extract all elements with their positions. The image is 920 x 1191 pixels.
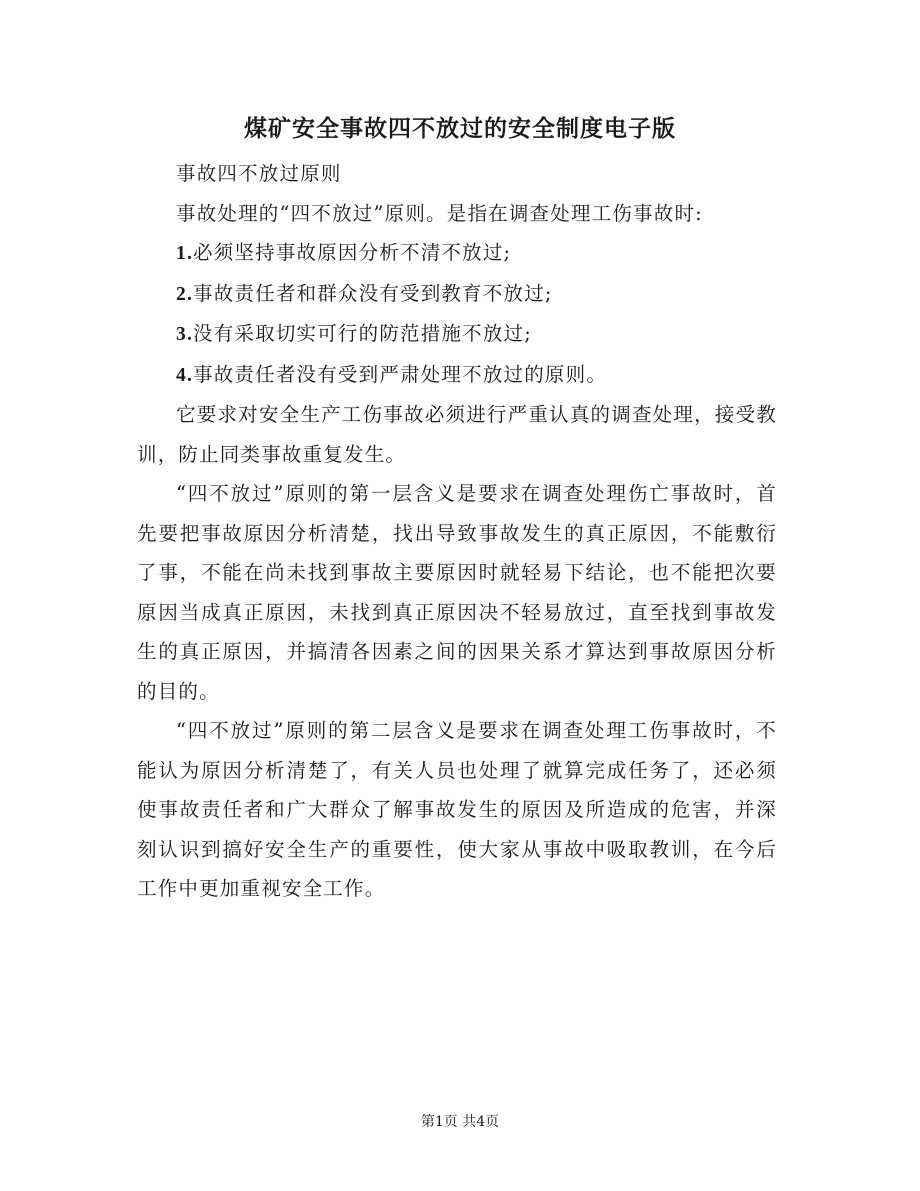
list-item <box>137 314 777 355</box>
list-item-text: 事故责任者和群众没有受到教育不放过; <box>193 281 553 305</box>
list-item-text: 必须坚持事故原因分析不清不放过; <box>193 241 512 264</box>
list-item-number: 3. <box>176 324 194 345</box>
list-item <box>137 233 777 274</box>
body-paragraph: “四不放过”原则的第一层含义是要求在调查处理伤亡事故时，首先要把事故原因分析清楚，找出导致事故发生的真正原因，不能敷衍了事，不能在尚未找到事故主要原因时就轻易下结论，也不能把次要原因当成真正原因，未找到真正原因决不轻易放过，直至找到事故发生的真正原因，并搞清各因素之间的因果关系才算达到事故原因分析的目的。 <box>137 482 777 703</box>
document-body <box>137 154 777 909</box>
list-item-number: 4. <box>176 364 194 386</box>
page-number: 第1页 共4页 <box>420 1114 500 1130</box>
body-paragraph: “四不放过”原则的第二层含义是要求在调查处理工伤事故时，不能认为原因分析清楚了，有关人员也处理了就算完成任务了，还必须使事故责任者和广大群众了解事故发生的原因及所造成的危害，并深刻认识到搞好安全生产的重要性，使大家从事故中吸取教训，在今后工作中更加重视安全工作。 <box>137 719 777 900</box>
document-title: 煤矿安全事故四不放过的安全制度电子版 <box>244 115 676 142</box>
list-item-text: 没有采取切实可行的防范措施不放过; <box>193 322 533 345</box>
list-item <box>137 355 777 396</box>
section-heading: 事故四不放过原则 <box>176 162 342 185</box>
body-paragraph: 它要求对安全生产工伤事故必须进行严重认真的调查处理，接受教训，防止同类事故重复发生。 <box>137 403 777 466</box>
list-item-number: 2. <box>176 283 194 305</box>
list-item <box>137 274 777 315</box>
list-item-text: 事故责任者没有受到严肃处理不放过的原则。 <box>193 362 608 386</box>
list-item-number: 1. <box>176 243 194 264</box>
intro-paragraph: 事故处理的“四不放过”原则。是指在调查处理工伤事故时: <box>176 201 703 225</box>
